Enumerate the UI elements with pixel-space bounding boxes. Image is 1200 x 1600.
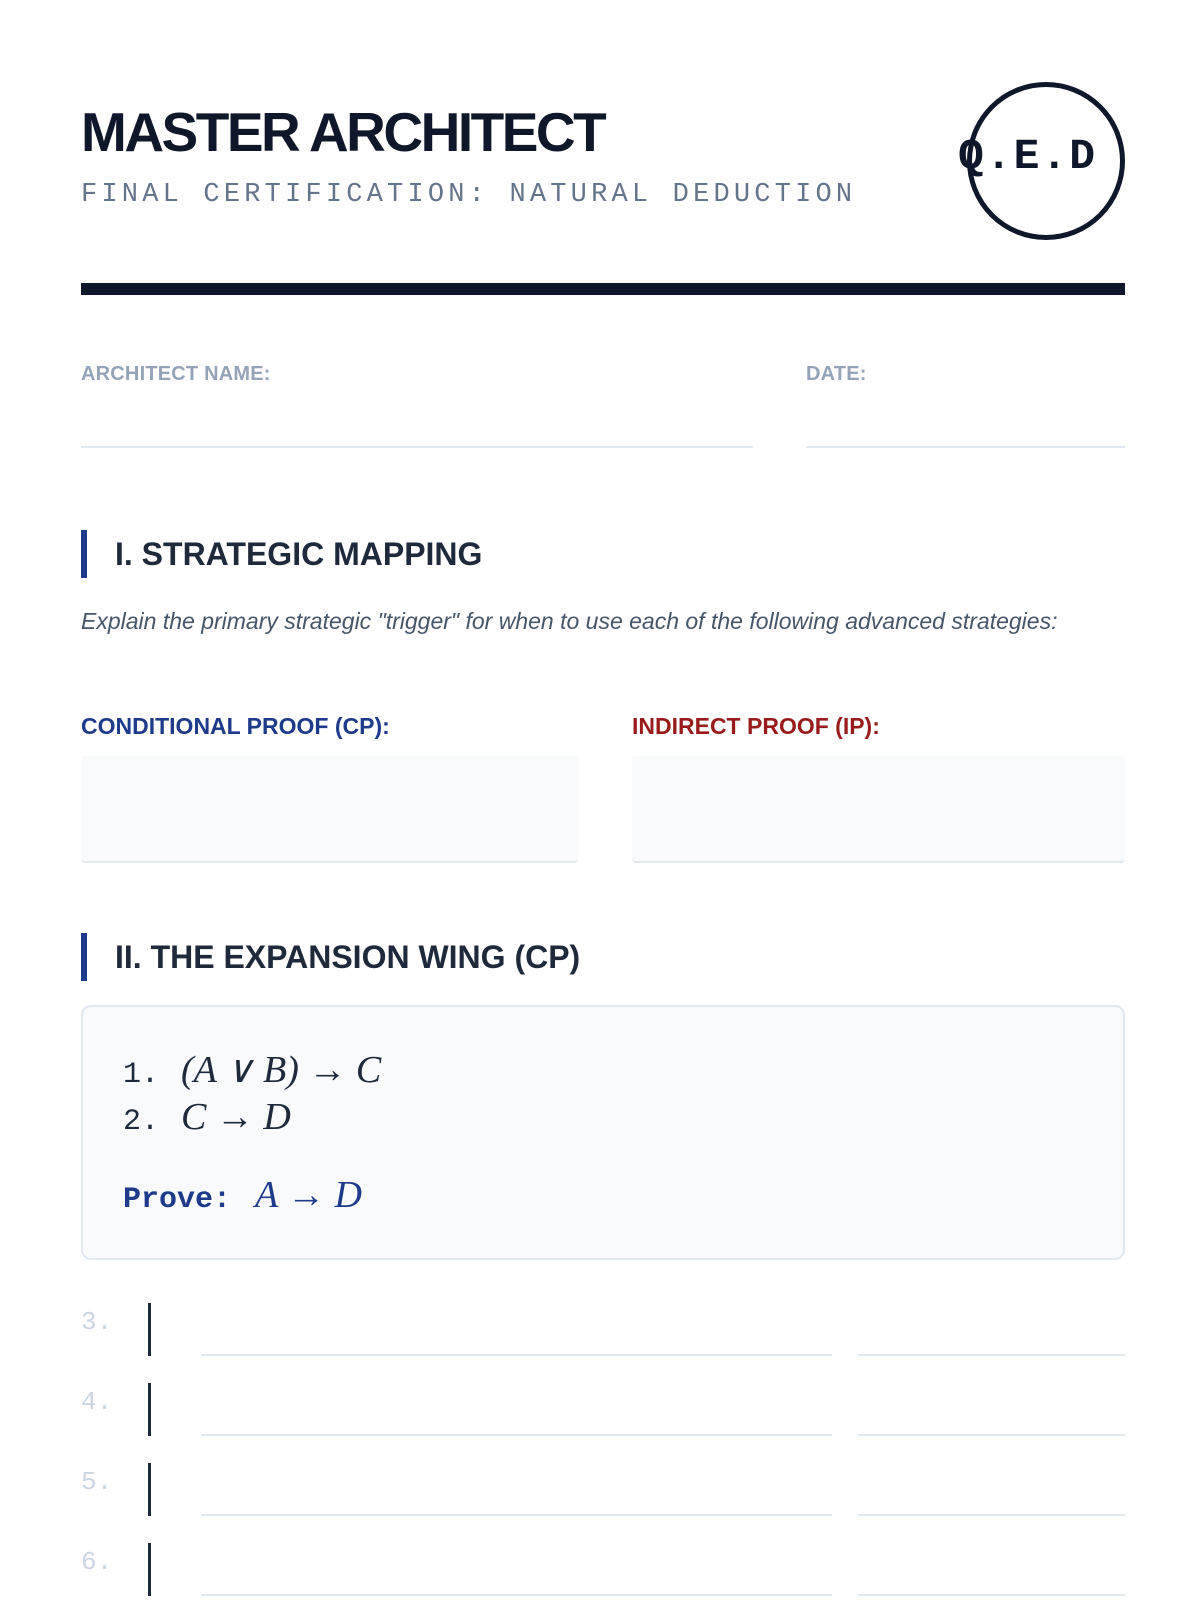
proof-line-number: 3. (81, 1307, 113, 1337)
proof-line-number: 6. (81, 1547, 113, 1577)
proof-statement-field[interactable] (201, 1514, 832, 1516)
qed-stamp (958, 82, 1125, 240)
proof-line-row (81, 1383, 1125, 1439)
architect-name-label: ARCHITECT NAME: (81, 363, 271, 385)
scope-bar (148, 1463, 151, 1516)
conditional-proof-label: CONDITIONAL PROOF (CP): (81, 713, 390, 739)
section-instructions: Explain the primary strategic "trigger" for when to use each of the following advanced strategies: (81, 608, 1058, 634)
proof-line-number: 5. (81, 1467, 113, 1497)
proof-line-number: 4. (81, 1387, 113, 1417)
proof-line-row (81, 1543, 1125, 1599)
scope-bar (148, 1543, 151, 1596)
proof-line-row (81, 1303, 1125, 1359)
section-heading-expansion-wing: II. THE EXPANSION WING (CP) (81, 933, 580, 981)
premise-number: 2. (123, 1105, 160, 1139)
proof-justification-field[interactable] (858, 1434, 1125, 1436)
proof-justification-field[interactable] (858, 1514, 1125, 1516)
section-heading-strategic-mapping: I. STRATEGIC MAPPING (81, 530, 482, 578)
premise-formula: (A ∨ B) → C (181, 1049, 382, 1091)
proof-statement-field[interactable] (201, 1594, 832, 1596)
scope-bar (148, 1383, 151, 1436)
proof-statement-field[interactable] (201, 1354, 832, 1356)
proof-statement-field[interactable] (201, 1434, 832, 1436)
premise-formula: C → D (181, 1096, 291, 1138)
indirect-proof-label: INDIRECT PROOF (IP): (632, 713, 880, 739)
worksheet-subtitle: FINAL CERTIFICATION: NATURAL DEDUCTION (81, 180, 857, 210)
worksheet-title: MASTER ARCHITECT (81, 101, 605, 163)
architect-name-field[interactable] (81, 446, 753, 448)
proof-justification-field[interactable] (858, 1594, 1125, 1596)
indirect-proof-answer-box[interactable] (632, 756, 1125, 863)
date-field[interactable] (806, 446, 1125, 448)
premise-number: 1. (123, 1058, 160, 1092)
proof-line-row (81, 1463, 1125, 1519)
qed-stamp-text: Q.E.D (958, 132, 1098, 181)
premise-row (123, 1095, 291, 1143)
prove-label: Prove: (123, 1183, 232, 1217)
header-divider (81, 283, 1125, 295)
proof-justification-field[interactable] (858, 1354, 1125, 1356)
prove-row (123, 1173, 362, 1221)
problem-box (81, 1005, 1125, 1260)
conditional-proof-answer-box[interactable] (81, 756, 578, 863)
prove-formula: A → D (255, 1174, 362, 1216)
date-label: DATE: (806, 363, 867, 385)
worksheet-header (81, 96, 1125, 256)
scope-bar (148, 1303, 151, 1356)
premise-row (123, 1047, 381, 1095)
